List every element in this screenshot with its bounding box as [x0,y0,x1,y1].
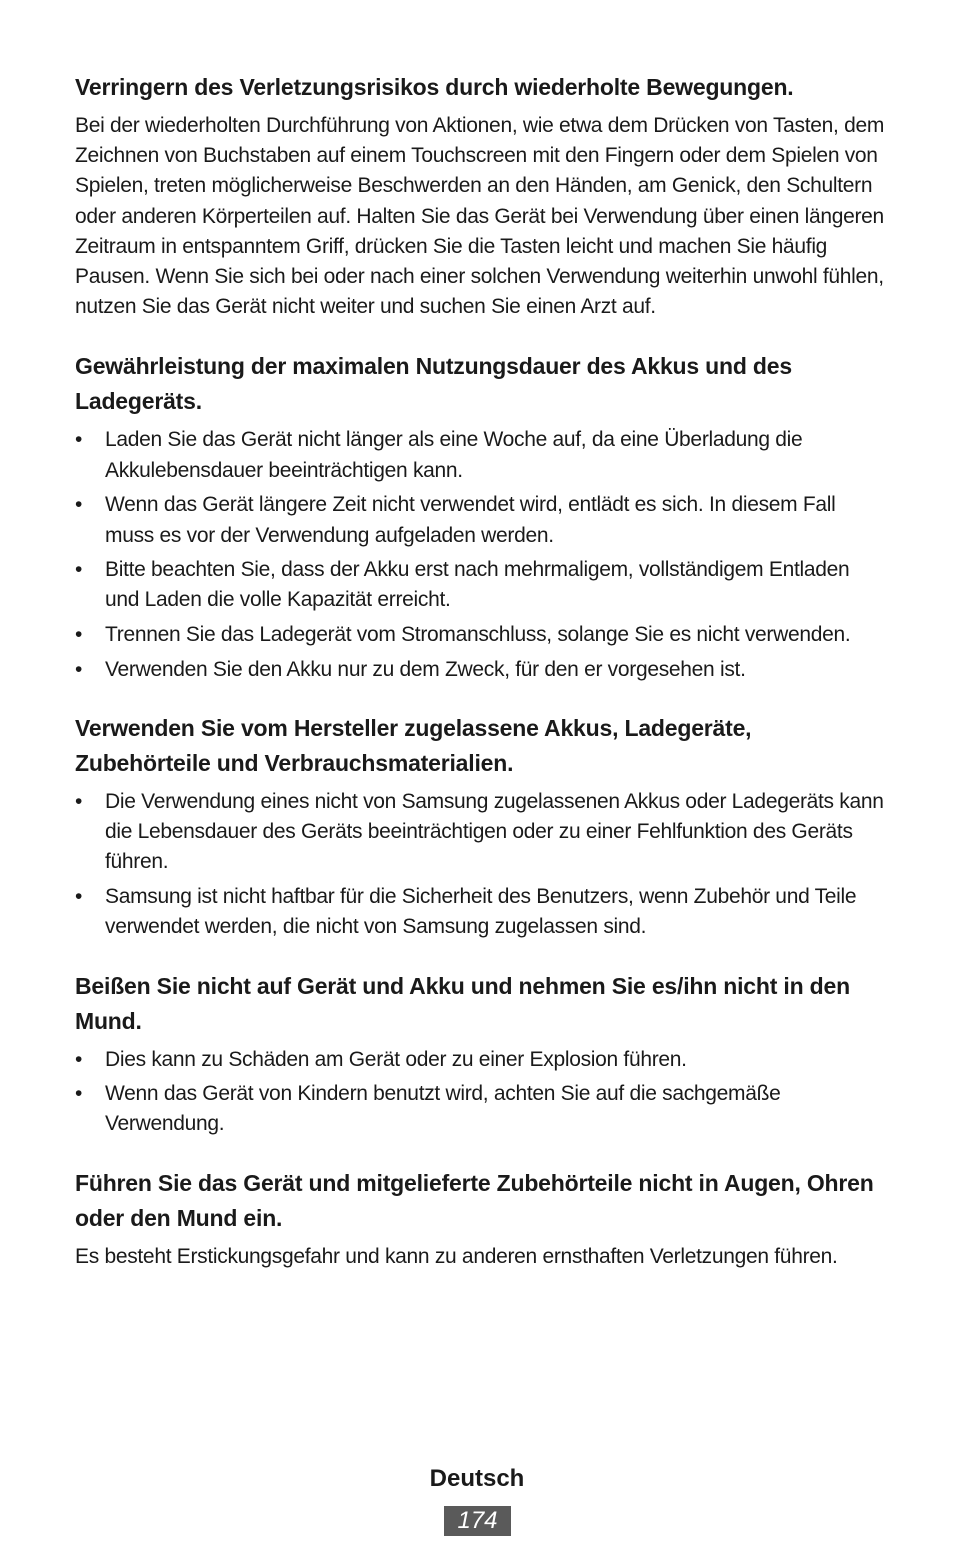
section-heading-repetitive-motion: Verringern des Verletzungsrisikos durch wiederholte Bewegungen. [75,74,794,100]
bullet-icon: • [75,1082,83,1106]
list-item: • Trennen Sie das Ladegerät vom Stromanschluss, solange Sie es nicht verwenden. [75,620,885,650]
bullet-icon: • [75,493,83,517]
list-item: • Die Verwendung eines nicht von Samsung zugelassenen Akkus oder Ladegeräts kann die Lebensdauer des Geräts beeinträchtigen oder zu einer Fehlfunktion des Geräts führen. [75,787,885,878]
document-body [75,70,885,1299]
bullet-icon: • [75,428,83,452]
section-heading-choking-hazard: Führen Sie das Gerät und mitgelieferte Zubehörteile nicht in Augen, Ohren oder den Mund ein. [75,1169,874,1231]
list-item: • Laden Sie das Gerät nicht länger als eine Woche auf, da eine Überladung die Akkulebensdauer beeinträchtigen kann. [75,425,885,485]
section-heading-battery-life: Gewährleistung der maximalen Nutzungsdauer des Akkus und des Ladegeräts. [75,353,792,415]
list-item: • Verwenden Sie den Akku nur zu dem Zweck, für den er vorgesehen ist. [75,655,885,685]
list-item: • Wenn das Gerät längere Zeit nicht verwendet wird, entlädt es sich. In diesem Fall muss es vor der Verwendung aufgeladen werden. [75,490,885,550]
section-heading-do-not-bite: Beißen Sie nicht auf Gerät und Akku und nehmen Sie es/ihn nicht in den Mund. [75,972,850,1034]
section-paragraph-choking-hazard: Es besteht Erstickungsgefahr und kann zu anderen ernsthaften Verletzungen führen. [75,1244,838,1268]
page-number-badge: 174 [444,1506,511,1536]
footer-language-label: Deutsch [429,1465,525,1492]
list-item: • Samsung ist nicht haftbar für die Sicherheit des Benutzers, wenn Zubehör und Teile verwendet werden, die nicht von Samsung zugelassen sind. [75,882,885,942]
list-item: • Dies kann zu Schäden am Gerät oder zu einer Explosion führen. [75,1045,885,1075]
bullet-icon: • [75,885,83,909]
bullet-list-battery-life [75,425,885,685]
bullet-list-do-not-bite [75,1045,885,1140]
bullet-icon: • [75,1047,83,1071]
bullet-icon: • [75,790,83,814]
bullet-icon: • [75,558,83,582]
section-paragraph-repetitive-motion: Bei der wiederholten Durchführung von Aktionen, wie etwa dem Drücken von Tasten, dem Zeichnen von Buchstaben auf einem Touchscreen mit den Fingern oder dem Spielen von Spielen, treten möglicherweise Beschwerden an den Händen, am Genick, den Schultern oder anderen Körperteilen auf. Halten Sie das Gerät bei Verwendung über einen längeren Zeitraum in entspanntem Griff, drücken Sie die Tasten leicht und machen Sie häufig Pausen. Wenn Sie sich bei oder nach einer solchen Verwendung weiterhin unwohl fühlen, nutzen Sie das Gerät nicht weiter und suchen Sie einen Arzt auf. [75,114,885,319]
section-heading-approved-accessories: Verwenden Sie vom Hersteller zugelassene Akkus, Ladegeräte, Zubehörteile und Verbrauchsmaterialien. [75,715,752,777]
list-item: • Wenn das Gerät von Kindern benutzt wird, achten Sie auf die sachgemäße Verwendung. [75,1079,885,1139]
bullet-icon: • [75,623,83,647]
bullet-list-approved-accessories [75,787,885,943]
list-item: • Bitte beachten Sie, dass der Akku erst nach mehrmaligem, vollständigem Entladen und Laden die volle Kapazität erreicht. [75,555,885,615]
bullet-icon: • [75,657,83,681]
